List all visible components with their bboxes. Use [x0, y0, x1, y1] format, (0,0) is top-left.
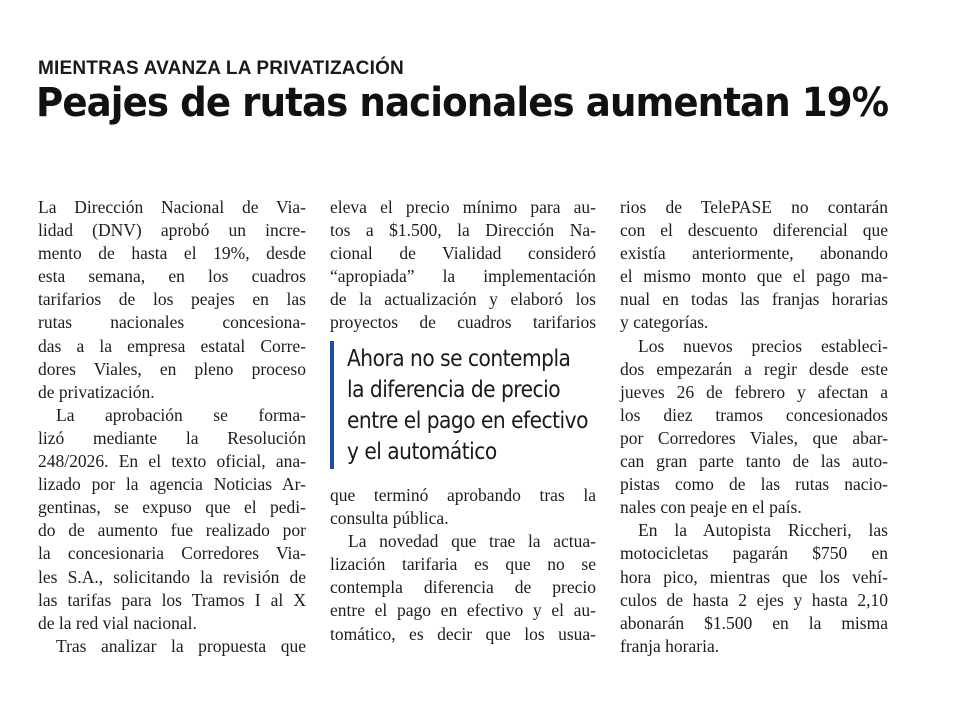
text-line: culos de hasta 2 ejes y hasta 2,10	[620, 589, 888, 610]
text-line: dos empezarán a regir desde este	[620, 358, 888, 379]
text-line: franja horaria.	[620, 635, 720, 656]
text-line: de la red vial nacional.	[38, 612, 197, 633]
text-line: lidad (DNV) aprobó un incre-	[38, 220, 306, 241]
text-line: gentinas, se expuso que el pedi-	[38, 497, 306, 518]
column-3	[620, 196, 888, 658]
text-line: las tarifas para los Tramos I al X	[38, 589, 306, 610]
text-line: proyectos de cuadros tarifarios	[330, 312, 596, 333]
text-line: eleva el precio mínimo para au-	[330, 197, 596, 217]
column-2-top	[330, 196, 596, 335]
pull-quote-line: Ahora no se contempla	[347, 344, 571, 372]
text-line: nual en todas las franjas horarias	[620, 289, 888, 310]
text-line: Los nuevos precios estableci-	[638, 335, 888, 356]
pull-quote-text	[347, 343, 588, 467]
text-line: rutas nacionales concesiona-	[38, 312, 306, 333]
text-line: hora pico, mientras que los vehí-	[620, 566, 888, 587]
text-line: tarifarios de los peajes en las	[38, 289, 306, 310]
text-line: tomático, es decir que los usua-	[330, 623, 596, 644]
text-line: con el descuento diferencial que	[620, 220, 888, 241]
text-line: “apropiada” la implementación	[330, 266, 596, 287]
text-line: cional de Vialidad consideró	[330, 243, 596, 264]
text-line: can gran parte tanto de las auto-	[620, 451, 888, 472]
text-line: lización tarifaria es que no se	[330, 554, 596, 575]
pull-quote-line: y el automático	[347, 437, 497, 465]
text-line: lizó mediante la Resolución	[38, 427, 306, 448]
text-line: consulta pública.	[330, 508, 449, 529]
text-line: rios de TelePASE no contarán	[620, 197, 888, 217]
text-line: jueves 26 de febrero y afectan a	[620, 381, 888, 402]
text-line: das a la empresa estatal Corre-	[38, 335, 306, 356]
text-line: La aprobación se forma-	[56, 404, 306, 425]
text-line: existía anteriormente, abonando	[620, 243, 888, 264]
pull-quote	[330, 341, 600, 469]
text-line: la concesionaria Corredores Via-	[38, 543, 306, 564]
text-line: mento de hasta el 19%, desde	[38, 243, 306, 264]
text-line: los diez tramos concesionados	[620, 404, 888, 425]
column-1	[38, 196, 306, 658]
text-line: que terminó aprobando tras la	[330, 485, 596, 505]
text-line: de privatización.	[38, 381, 155, 402]
text-line: 248/2026. En el texto oficial, ana-	[38, 451, 306, 472]
text-line: por Corredores Viales, que abar-	[620, 427, 888, 448]
column-2-bottom	[330, 484, 596, 646]
text-line: y categorías.	[620, 312, 709, 333]
text-line: tos a $1.500, la Dirección Na-	[330, 220, 596, 241]
text-line: Tras analizar la propuesta que	[56, 635, 306, 656]
text-line: La novedad que trae la actua-	[348, 531, 596, 552]
text-line: esta semana, en los cuadros	[38, 266, 306, 287]
pull-quote-line: la diferencia de precio	[347, 375, 561, 403]
text-line: pistas como de las rutas nacio-	[620, 474, 888, 495]
text-line: lizado por la agencia Noticias Ar-	[38, 474, 306, 495]
text-line: les S.A., solicitando la revisión de	[38, 566, 306, 587]
text-line: contempla diferencia de precio	[330, 577, 596, 598]
text-line: do de aumento fue realizado por	[38, 520, 306, 541]
text-line: entre el pago en efectivo y el au-	[330, 600, 596, 621]
article-kicker: MIENTRAS AVANZA LA PRIVATIZACIÓN	[38, 58, 404, 79]
pull-quote-line: entre el pago en efectivo	[347, 406, 588, 434]
text-line: En la Autopista Riccheri, las	[638, 520, 888, 541]
article-headline: Peajes de rutas nacionales aumentan 19%	[36, 80, 889, 126]
text-line: motocicletas pagarán $750 en	[620, 543, 888, 564]
text-line: dores Viales, en pleno proceso	[38, 358, 306, 379]
text-line: de la actualización y elaboró los	[330, 289, 596, 310]
text-line: abonarán $1.500 en la misma	[620, 612, 888, 633]
text-line: el mismo monto que el pago ma-	[620, 266, 888, 287]
text-line: nales con peaje en el país.	[620, 497, 802, 518]
text-line: La Dirección Nacional de Via-	[38, 197, 306, 217]
